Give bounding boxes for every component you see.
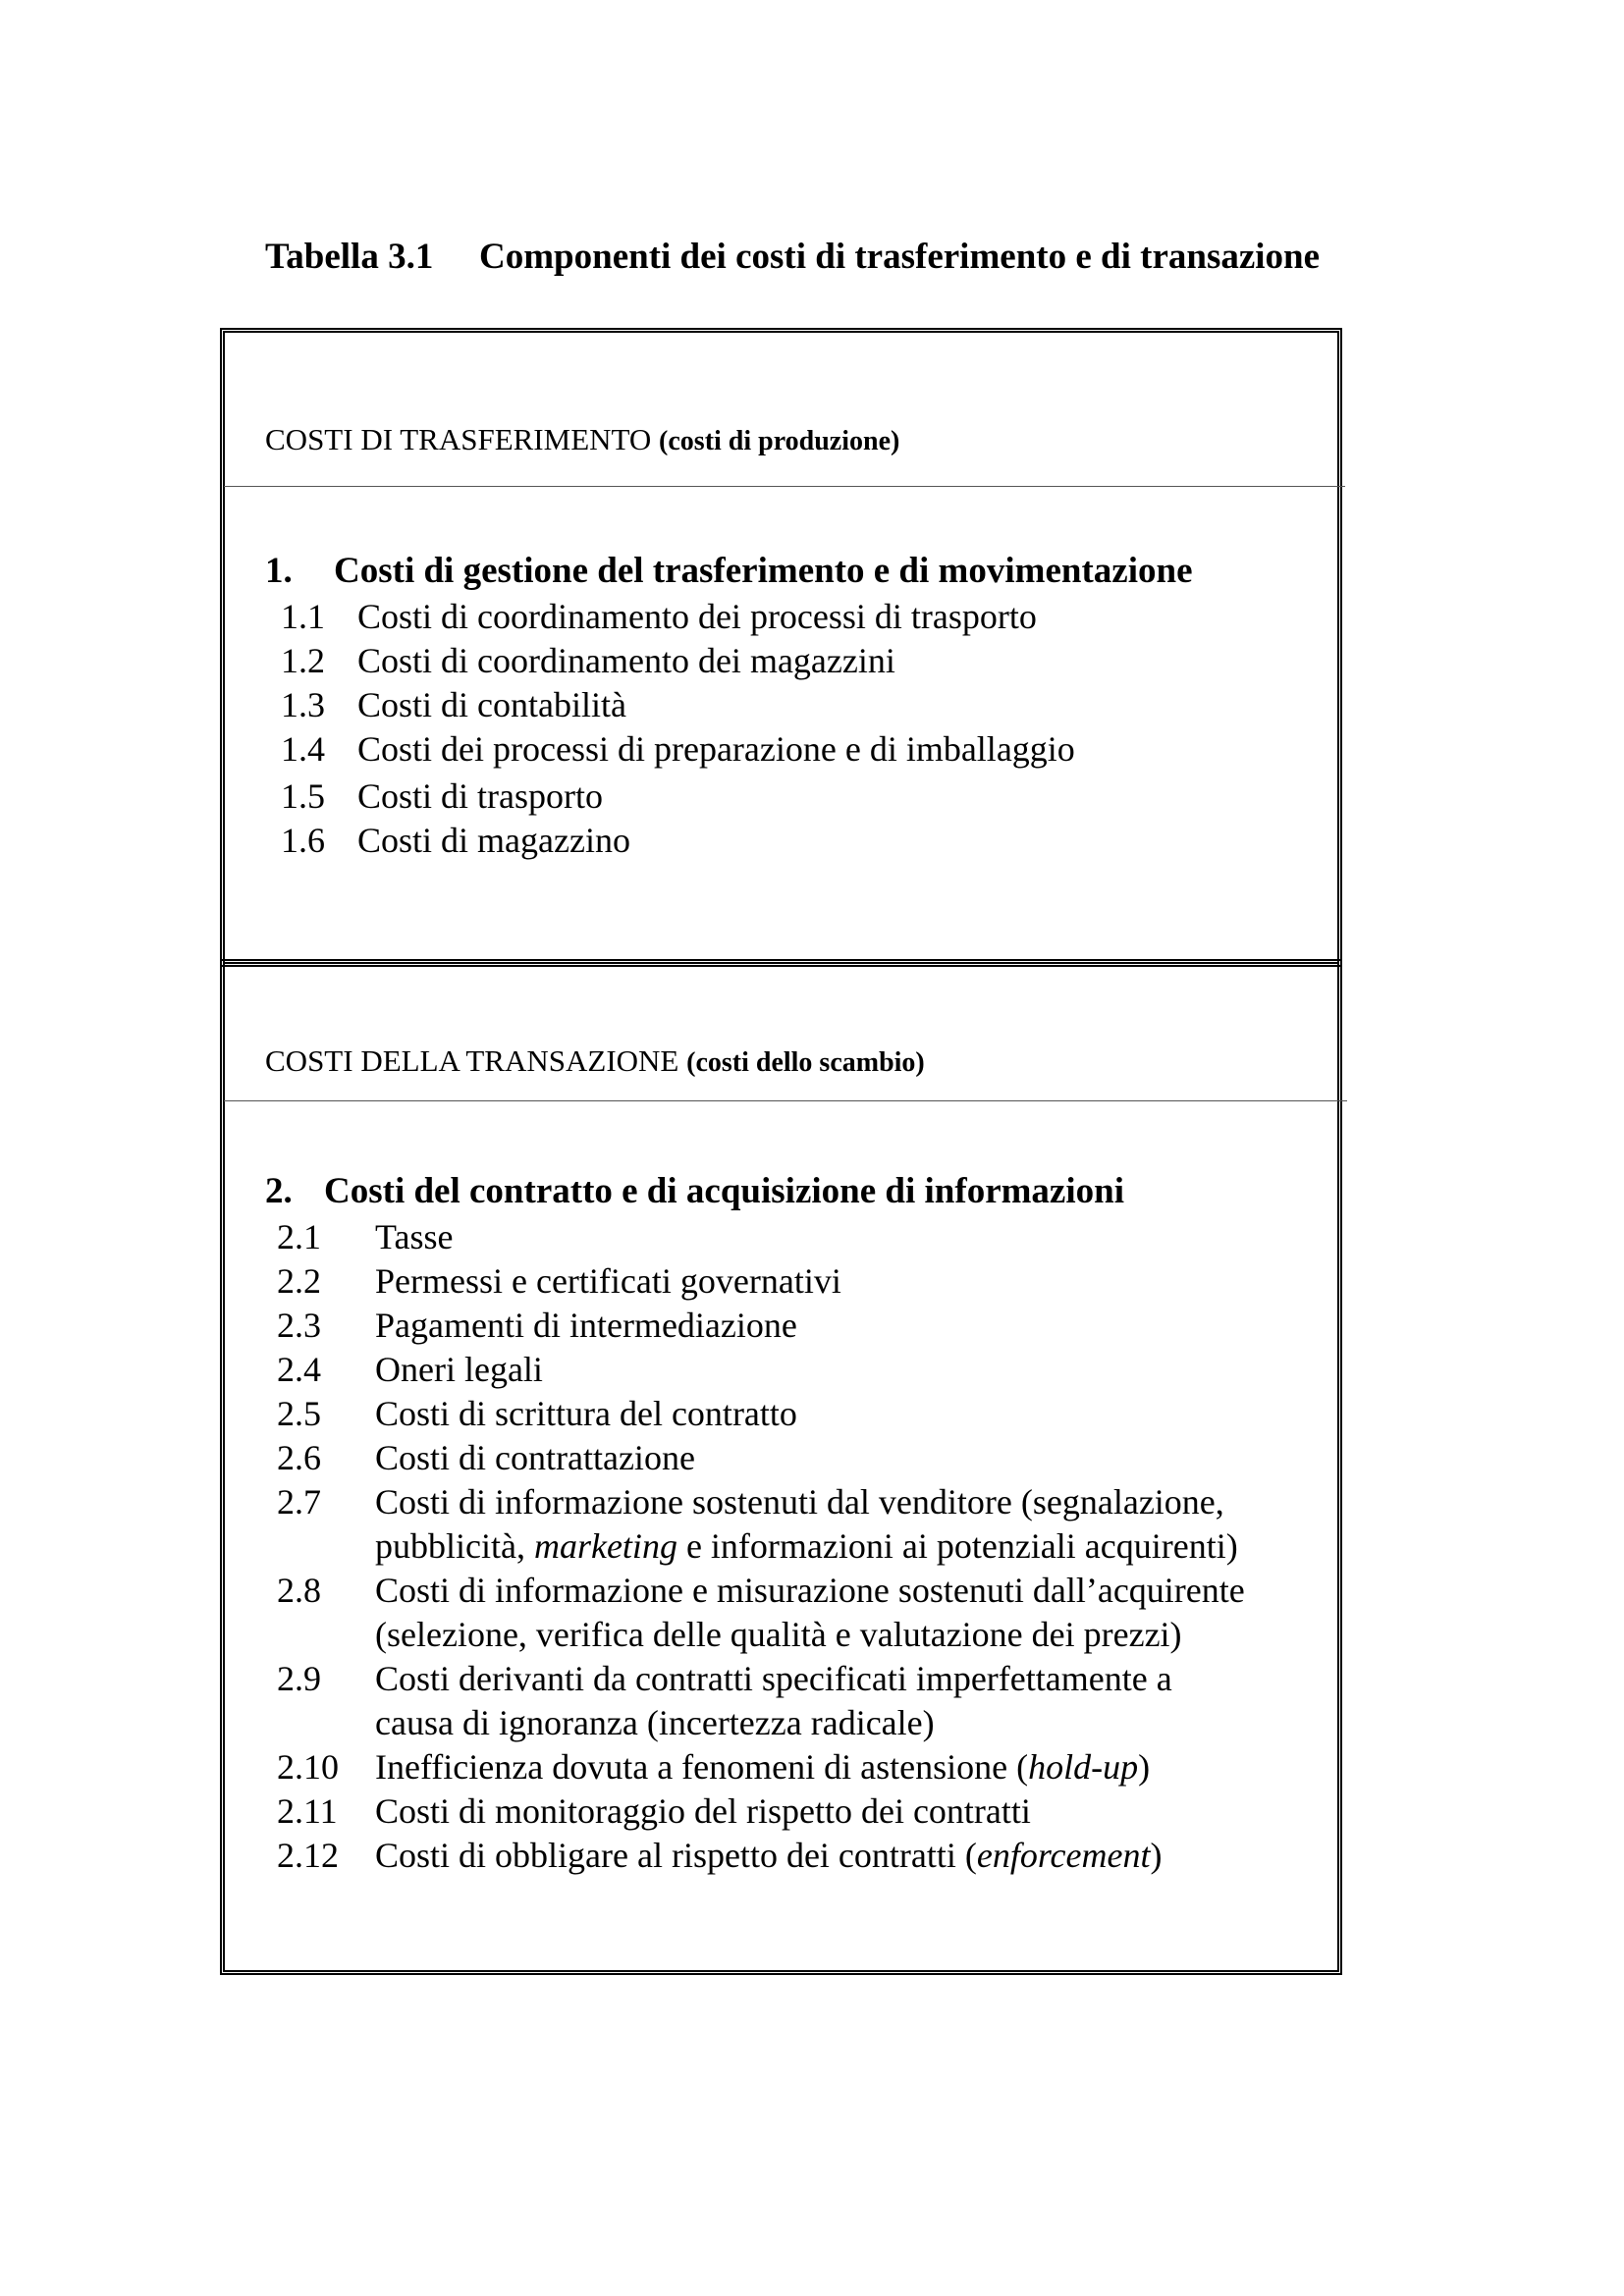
item-number: 2.7 [277,1482,321,1522]
item-number: 2.6 [277,1438,321,1477]
item-text: Tasse [375,1217,454,1256]
category-heading-2 [265,1170,1124,1212]
item-number: 2.1 [277,1217,321,1256]
heading-number: 1. [265,551,293,591]
heading-text: Costi di gestione del trasferimento e di movimentazione [334,551,1193,591]
item-text: Costi di obbligare al rispetto dei contratti (enforcement) [375,1836,1163,1875]
list-item [281,595,1075,639]
item-text: Inefficienza dovuta a fenomeni di astensione (hold-up) [375,1747,1151,1787]
item-text: Oneri legali [375,1350,543,1389]
item-text: Costi derivanti da contratti specificati imperfettamente a causa di ignoranza (incertezza radicale) [375,1659,1172,1742]
item-number: 1.6 [281,821,325,860]
table-number: Tabella 3.1 [265,237,434,277]
section-subtitle: (costi dello scambio) [686,1047,925,1078]
item-number: 2.3 [277,1306,321,1345]
list-item [281,683,1075,727]
table-title: Componenti dei costi di trasferimento e di transazione [479,237,1321,277]
transaction-cost-list [277,1215,1245,1878]
section-divider [224,1100,1347,1101]
item-number: 1.2 [281,641,325,680]
item-text: Costi di scrittura del contratto [375,1394,797,1433]
list-item [277,1392,1245,1436]
item-text: Costi di monitoraggio del rispetto dei contratti [375,1791,1031,1831]
list-item [277,1348,1245,1392]
item-number: 1.4 [281,729,325,769]
item-text: Pagamenti di intermediazione [375,1306,797,1345]
list-item [277,1215,1245,1259]
section-title: COSTI DI TRASFERIMENTO [265,422,652,456]
list-item [277,1436,1245,1480]
list-item [277,1834,1245,1878]
item-text: Costi di coordinamento dei magazzini [357,641,895,680]
section-title-transaction [265,1043,925,1079]
list-item [281,727,1075,772]
transfer-cost-list [281,595,1075,863]
item-number: 1.1 [281,597,325,636]
list-item [277,1304,1245,1348]
item-number: 2.11 [277,1791,338,1831]
list-item [281,774,1075,819]
item-number: 2.12 [277,1836,339,1875]
item-text: Costi dei processi di preparazione e di imballaggio [357,729,1075,769]
item-text: Costi di informazione sostenuti dal venditore (segnalazione, pubblicità, marketing e informazioni ai potenziali acquirenti) [375,1482,1238,1566]
item-number: 1.5 [281,776,325,816]
item-text: Costi di contabilità [357,685,626,724]
section-divider [224,486,1345,487]
section-title: COSTI DELLA TRANSAZIONE [265,1043,679,1078]
section-subtitle: (costi di produzione) [659,426,900,456]
item-number: 2.9 [277,1659,321,1698]
item-text: Costi di contrattazione [375,1438,695,1477]
category-heading-1 [265,550,1193,592]
item-number: 2.8 [277,1571,321,1610]
heading-number: 2. [265,1171,293,1211]
list-item [277,1789,1245,1834]
item-number: 1.3 [281,685,325,724]
item-number: 2.5 [277,1394,321,1433]
list-item [277,1657,1245,1745]
item-text: Costi di magazzino [357,821,630,860]
item-text: Costi di coordinamento dei processi di trasporto [357,597,1037,636]
item-text: Costi di informazione e misurazione sostenuti dall’acquirente (selezione, verifica delle qualità e valutazione dei prezzi) [375,1571,1245,1654]
list-item [277,1569,1245,1657]
item-text: Permessi e certificati governativi [375,1261,841,1301]
item-number: 2.2 [277,1261,321,1301]
heading-text: Costi del contratto e di acquisizione di informazioni [324,1171,1124,1211]
item-number: 2.4 [277,1350,321,1389]
list-item [277,1480,1245,1569]
section-title-transfer [265,422,899,457]
list-item [281,639,1075,683]
list-item [277,1259,1245,1304]
item-text: Costi di trasporto [357,776,603,816]
item-number: 2.10 [277,1747,339,1787]
list-item [281,819,1075,863]
list-item [277,1745,1245,1789]
table-caption [265,236,1320,278]
